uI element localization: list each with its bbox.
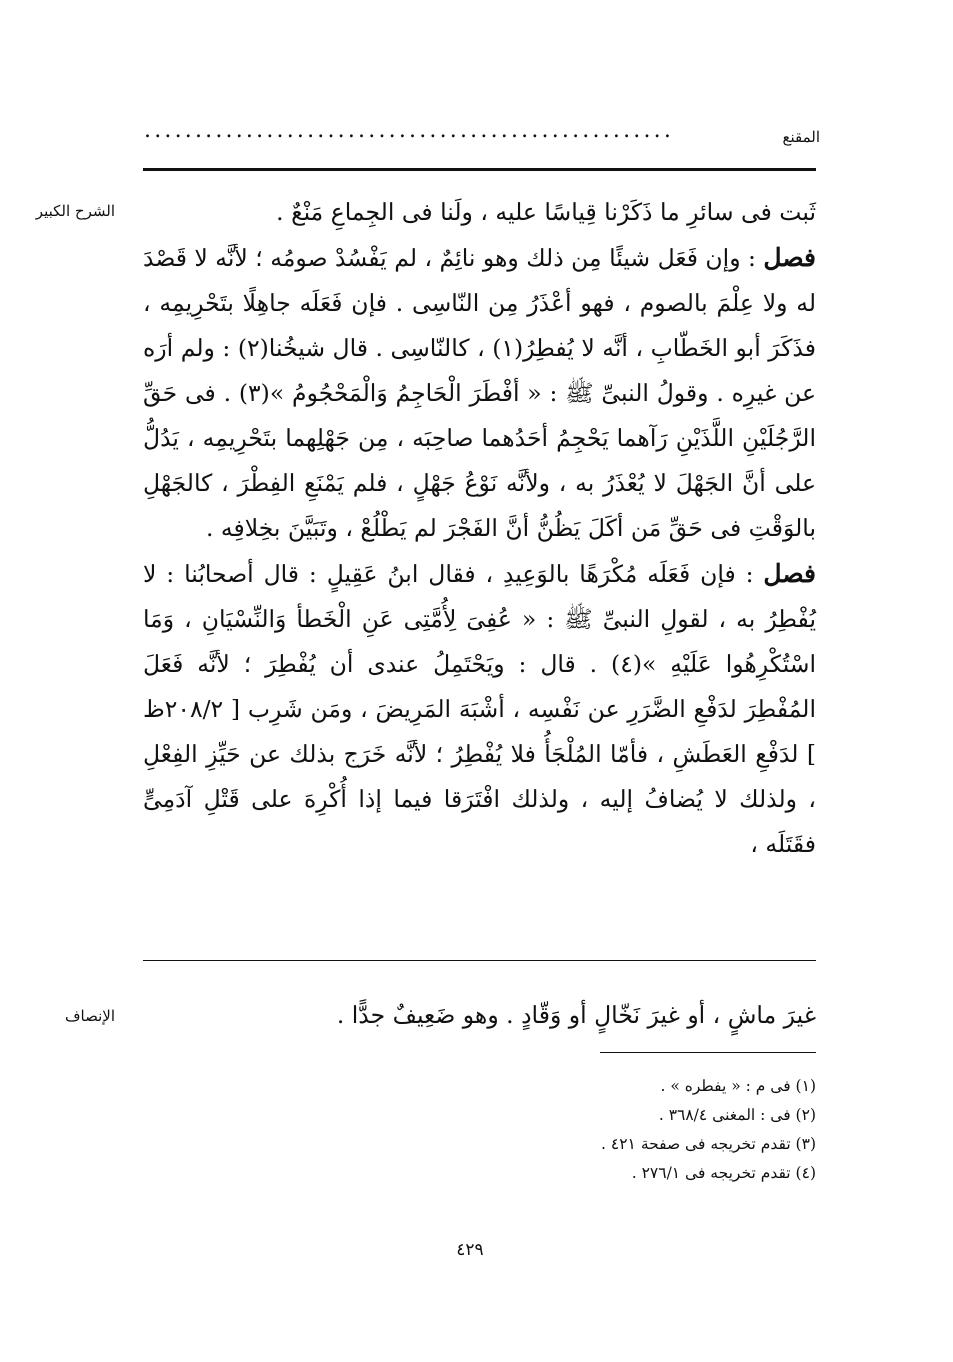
paragraph-1: ثَبت فى سائرِ ما ذَكَرْنا قِياسًا عليه ، ولَنا فى الجِماعِ مَنْعٌ . xyxy=(276,198,816,226)
side-label-insaf: الإنصاف xyxy=(64,1007,115,1025)
header-dotted-leader: .................................................... xyxy=(144,120,675,142)
footnote-3: (٣) تقدم تخريجه فى صفحة ٤٢١ . xyxy=(601,1135,816,1153)
paragraph-2-text: : وإن فَعَل شيئًا مِن ذلك وهو نائِمٌ ، لم يَفْسُدْ صومُه ؛ لأنَّه لا قَصْدَ له ولا عِلْمَ بالصوم ، فهو أعْذَرُ مِن النّاسِى . فإن فَعَلَه جاهِلًا بتَحْرِيمِه ، فذَكَرَ أبو الخَطّابِ ، أنَّه لا يُفطِرُ(١) ، كالنّاسِى . قال شيخُنا(٢) : ولم أرَه عن غيرِه . وقولُ النبىِّ ﷺ : « أفْطَرَ الْحَاجِمُ وَالْمَحْجُومُ »(٣) . فى حَقِّ الرَّجُلَيْنِ اللَّذَيْنِ رَآهما يَحْجِمُ أحَدُهما صاحِبَه ، مِن جَهْلِهما بتَحْرِيمِه ، يَدُلُّ على أنَّ الجَهْلَ لا يُعْذَرُ به ، ولأنَّه نَوْعُ جَهْلٍ ، فلم يَمْنَعِ الفِطْرَ ، كالجَهْلِ بالوَقْتِ فى حَقِّ مَن أكَلَ يَظُنُّ أنَّ الفَجْرَ لم يَطْلُعْ ، وتَبَيَّنَ بخِلافِه . xyxy=(143,244,817,542)
footnote-4: (٤) تقدم تخريجه فى ٢٧٦/١ . xyxy=(631,1164,816,1182)
paragraph-3 xyxy=(143,551,816,867)
side-label-sharh: الشرح الكبير xyxy=(35,202,115,220)
fasl-heading: فصل xyxy=(763,559,816,588)
footnotes xyxy=(400,1072,816,1188)
section-divider xyxy=(143,960,816,961)
page-header xyxy=(60,120,820,180)
header-rule xyxy=(143,168,816,171)
paragraph-3-text: : فإن فَعَلَه مُكْرَهًا بالوَعِيدِ ، فقال ابنُ عَقِيلٍ : قال أصحابُنا : لا يُفْطِرُ به ، لقولِ النبىِّ ﷺ : « عُفِىَ لِأُمَّتِى عَنِ الْخَطأ وَالنِّسْيَانِ ، وَمَا اسْتُكْرِهُوا عَلَيْهِ »(٤) . قال : ويَحْتَمِلُ عندى أن يُفْطِرَ ؛ لأنَّه فَعَلَ المُفْطِرَ لدَفْعِ الضَّرَرِ عن نَفْسِه ، أشْبَهَ المَرِيضَ ، ومَن شَرِب [ ٢٠٨/٢ظ ] لدَفْعِ العَطَشِ ، فأمّا المُلْجَأُ فلا يُفْطِرُ ؛ لأنَّه خَرَج بذلك عن حَيِّزِ الفِعْلِ ، ولذلك لا يُضافُ إليه ، ولذلك افْتَرَقا فيما إذا أُكْرِهَ على قَتْلِ آدَمِىٍّ فقَتَلَه ، xyxy=(143,560,817,858)
footnote-2: (٢) فى : المغنى ٣٦٨/٤ . xyxy=(658,1106,816,1124)
sharh-body xyxy=(143,190,816,867)
paragraph-2 xyxy=(143,235,816,551)
footnote-rule xyxy=(600,1052,816,1053)
footnote-1: (١) فى م : « يفطره » . xyxy=(660,1077,816,1095)
fasl-heading: فصل xyxy=(763,243,816,272)
insaf-body: غيرَ ماشٍ ، أو غيرَ نَخّالٍ أو وَقّادٍ . وهو ضَعِيفٌ جدًّا . xyxy=(336,1001,816,1029)
book-title: المقنع xyxy=(782,128,820,146)
page-number: ٤٢٩ xyxy=(456,1240,484,1260)
